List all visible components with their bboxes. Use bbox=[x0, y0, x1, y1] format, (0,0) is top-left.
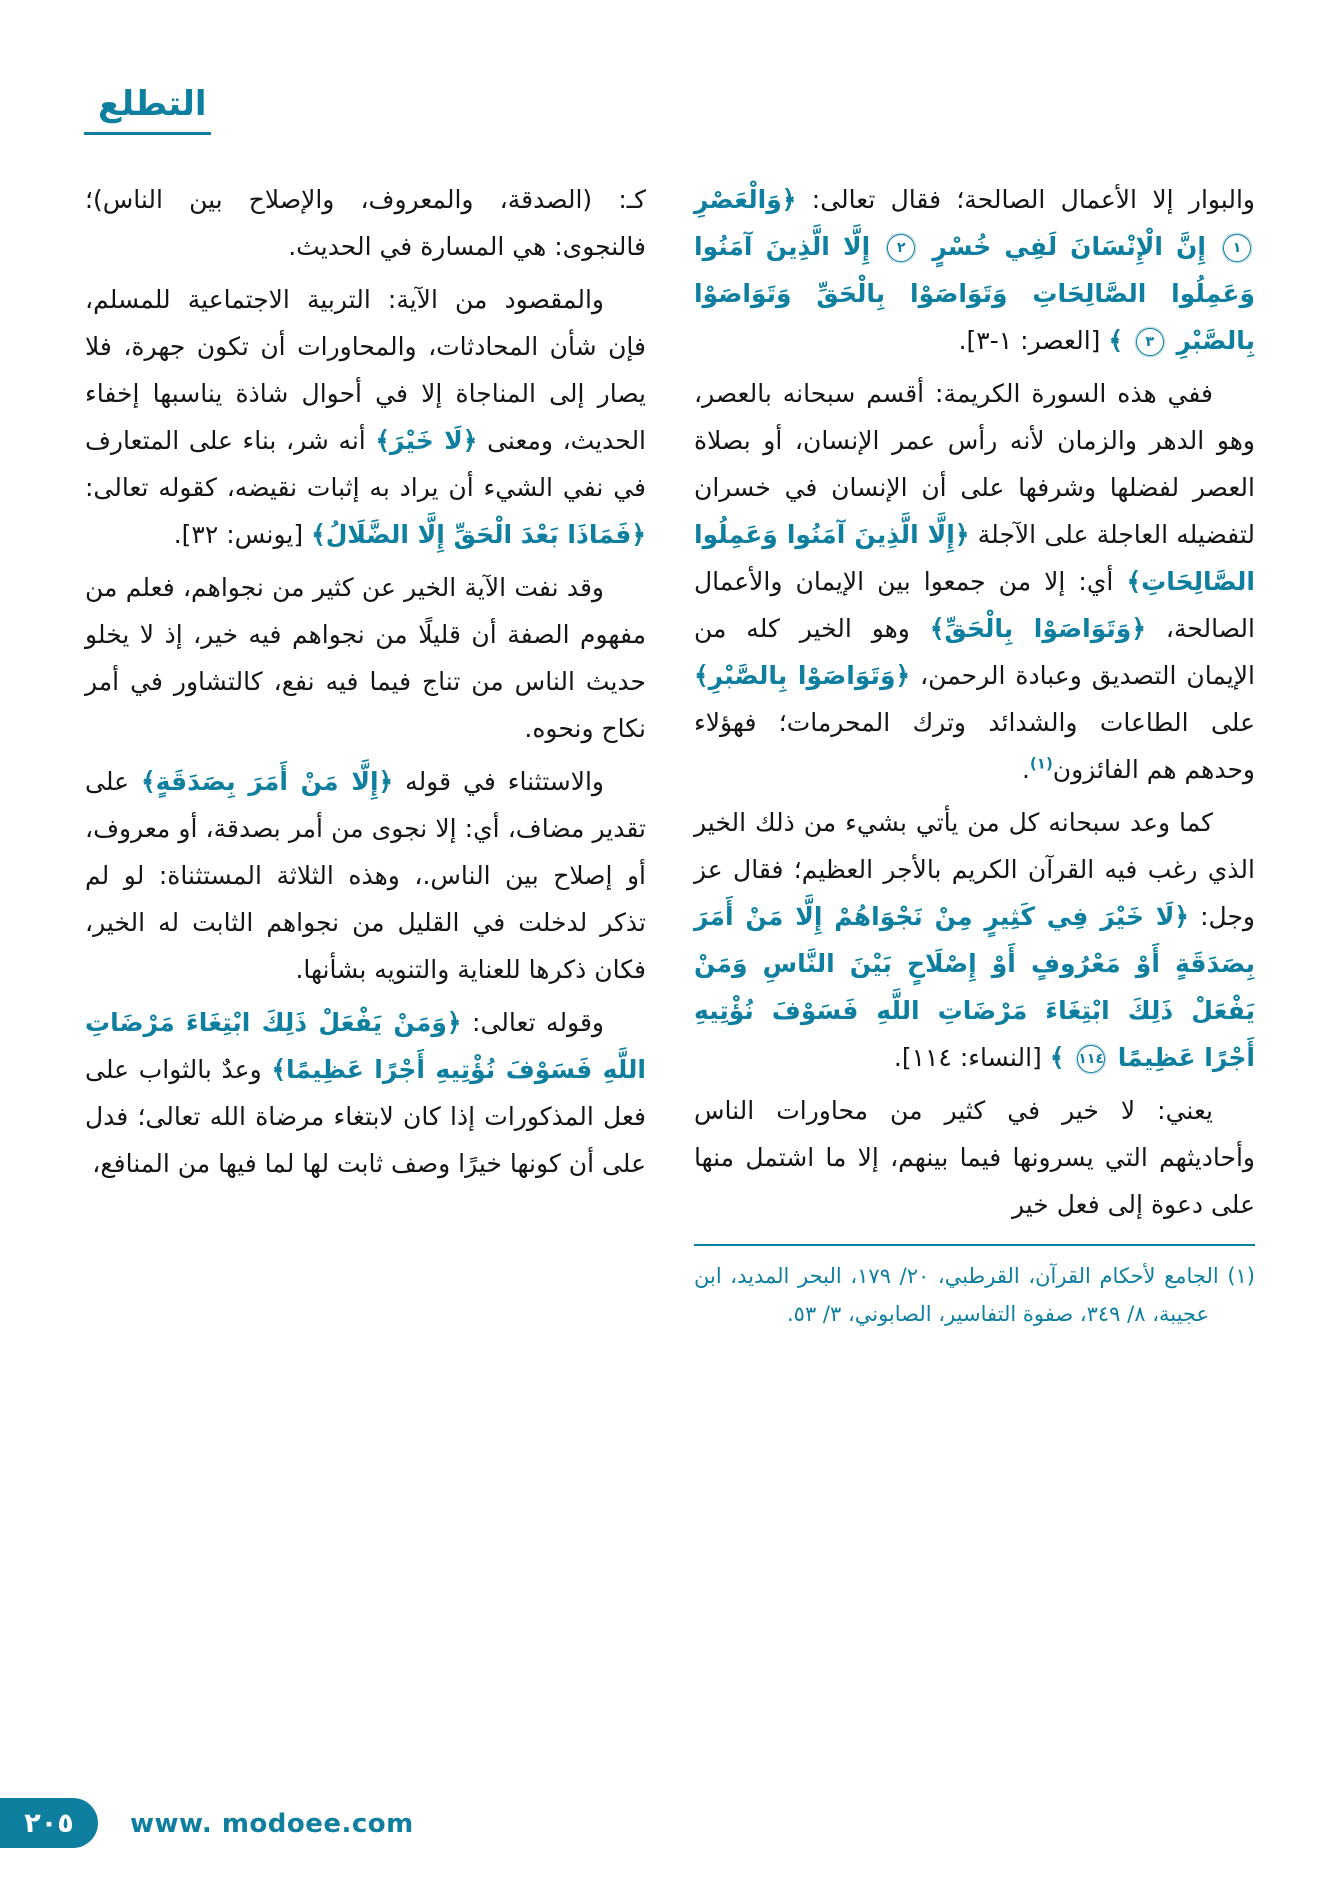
body-text: ففي هذه السورة الكريمة: أقسم سبحانه بالعصر، وهو الدهر والزمان لأنه رأس عمر الإنسان، أو بصلاة العصر لفضلها وشرفها على أن الإنسان في خسران لتفضيله العاجلة على الآجلة bbox=[694, 379, 1255, 549]
body-text: وهو الخير كله من الإيمان التصديق وعبادة الرحمن، bbox=[694, 614, 1256, 690]
ayah-number: ٣ bbox=[1136, 328, 1164, 356]
quran-verse: ﴿فَمَاذَا بَعْدَ الْحَقِّ إِلَّا الضَّلَالُ﴾ bbox=[311, 520, 646, 549]
body-text: وقد نفت الآية الخير عن كثير من نجواهم، فعلم من مفهوم الصفة أن قليلًا من نجواهم فيه خير، إذ لا يخلو حديث الناس من تناج فيما فيه نفع، كالتشاور في أمر نكاح ونحوه. bbox=[85, 573, 646, 743]
quran-verse: ﴾ bbox=[1108, 326, 1132, 355]
quran-verse: ﴿إِلَّا مَنْ أَمَرَ بِصَدَقَةٍ﴾ bbox=[141, 767, 394, 796]
body-text: والمقصود من الآية: التربية الاجتماعية للمسلم، فإن شأن المحادثات، والمحاورات أن تكون جهرة، فلا يصار إلى المناجاة إلا في أحوال شاذة يناسبها إخفاء الحديث، ومعنى bbox=[85, 285, 647, 455]
quran-verse: ﴿وَتَوَاصَوْا بِالصَّبْرِ﴾ bbox=[694, 661, 911, 690]
chapter-title: التطلع bbox=[84, 84, 211, 135]
body-text: [العصر: ١-٣]. bbox=[958, 326, 1109, 355]
paragraph bbox=[85, 758, 646, 993]
footnote: (١) الجامع لأحكام القرآن، القرطبي، ٢٠/ ١٧٩، البحر المديد، ابن عجيبة، ٨/ ٣٤٩، صفوة التفاسير، الصابوني، ٣/ ٥٣. bbox=[694, 1264, 1255, 1326]
page-header bbox=[84, 84, 211, 135]
page-content bbox=[84, 176, 1255, 1334]
paragraph bbox=[85, 176, 646, 270]
body-text: [يونس: ٣٢]. bbox=[173, 520, 312, 549]
footnote-marker: (١) bbox=[1029, 754, 1053, 773]
body-text: والاستثناء في قوله bbox=[393, 767, 604, 796]
body-text: والبوار إلا الأعمال الصالحة؛ فقال تعالى: bbox=[796, 185, 1255, 214]
quran-verse: ﴿إِلَّا الَّذِينَ آمَنُوا وَعَمِلُوا الصَّالِحَاتِ﴾ bbox=[694, 520, 1255, 596]
body-text: . bbox=[1021, 755, 1030, 784]
body-text: وعدٌ بالثواب على فعل المذكورات إذا كان لابتغاء مرضاة الله تعالى؛ فدل على أن كونها خيرًا وصف ثابت لها لما فيها من المنافع، bbox=[85, 1055, 646, 1178]
quran-verse: ﴿وَالْعَصْرِ bbox=[694, 185, 797, 214]
body-text: على تقدير مضاف، أي: إلا نجوى من أمر بصدقة، أو معروف، أو إصلاح بين الناس.، وهذه الثلاثة المستثناة: لو لم تذكر لدخلت في القليل من نجواهم الثابت له الخير، فكان ذكرها للعناية والتنويه بشأنها. bbox=[85, 767, 646, 984]
paragraph bbox=[85, 564, 646, 752]
body-text: أي: إلا من جمعوا بين الإيمان والأعمال الصالحة، bbox=[694, 567, 1255, 643]
paragraph bbox=[694, 799, 1255, 1081]
quran-verse: ﴿وَتَوَاصَوْا بِالْحَقِّ﴾ bbox=[929, 614, 1146, 643]
quran-verse: إِلَّا الَّذِينَ آمَنُوا وَعَمِلُوا الصَّالِحَاتِ وَتَوَاصَوْا بِالْحَقِّ وَتَوَاصَوْا بِالصَّبْرِ bbox=[694, 232, 1255, 355]
body-text: [النساء: ١١٤]. bbox=[893, 1043, 1050, 1072]
body-text: على الطاعات والشدائد وترك المحرمات؛ فهؤلاء وحدهم هم الفائزون bbox=[694, 708, 1255, 784]
body-text: يعني: لا خير في كثير من محاورات الناس وأحاديثهم التي يسرونها فيما بينهم، إلا ما اشتمل منها على دعوة إلى فعل خير bbox=[694, 1096, 1255, 1219]
right-column bbox=[694, 176, 1255, 1334]
website-url: www. modoee.com bbox=[130, 1809, 414, 1839]
left-column bbox=[85, 176, 646, 1193]
quran-verse: ﴿لَا خَيْرَ فِي كَثِيرٍ مِنْ نَجْوَاهُمْ إِلَّا مَنْ أَمَرَ بِصَدَقَةٍ أَوْ مَعْرُوفٍ أَوْ إِصْلَاحٍ بَيْنَ النَّاسِ وَمَنْ يَفْعَلْ ذَلِكَ ابْتِغَاءَ مَرْضَاتِ اللَّهِ فَسَوْفَ نُؤْتِيهِ أَجْرًا عَظِيمًا bbox=[694, 902, 1255, 1072]
paragraph bbox=[85, 276, 646, 558]
ayah-number: ١١٤ bbox=[1077, 1045, 1105, 1073]
ayah-number: ١ bbox=[1223, 234, 1251, 262]
page-footer bbox=[0, 1796, 480, 1848]
quran-verse: إِنَّ الْإِنْسَانَ لَفِي خُسْرٍ bbox=[919, 232, 1219, 261]
paragraph bbox=[85, 999, 646, 1187]
footnote-separator bbox=[694, 1244, 1255, 1246]
page-number: ٢٠٥ bbox=[24, 1807, 74, 1839]
quran-verse: ﴿لَا خَيْرَ﴾ bbox=[375, 426, 478, 455]
body-text: أنه شر، بناء على المتعارف في نفي الشيء أن يراد به إثبات نقيضه، كقوله تعالى: bbox=[85, 426, 646, 502]
body-text: وقوله تعالى: bbox=[461, 1008, 604, 1037]
body-text: كما وعد سبحانه كل من يأتي بشيء من ذلك الخير الذي رغب فيه القرآن الكريم بالأجر العظيم؛ فقال عز وجل: bbox=[694, 808, 1255, 931]
paragraph bbox=[694, 1087, 1255, 1228]
paragraph bbox=[694, 370, 1255, 793]
ayah-number: ٢ bbox=[887, 234, 915, 262]
quran-verse: ﴾ bbox=[1049, 1043, 1074, 1072]
page-number-badge bbox=[0, 1798, 98, 1848]
quran-verse: ﴿وَمَنْ يَفْعَلْ ذَلِكَ ابْتِغَاءَ مَرْضَاتِ اللَّهِ فَسَوْفَ نُؤْتِيهِ أَجْرًا عَظِيمًا﴾ bbox=[85, 1008, 646, 1084]
paragraph bbox=[694, 176, 1255, 364]
body-text: كـ: (الصدقة، والمعروف، والإصلاح بين الناس)؛ فالنجوى: هي المسارة في الحديث. bbox=[85, 185, 646, 261]
